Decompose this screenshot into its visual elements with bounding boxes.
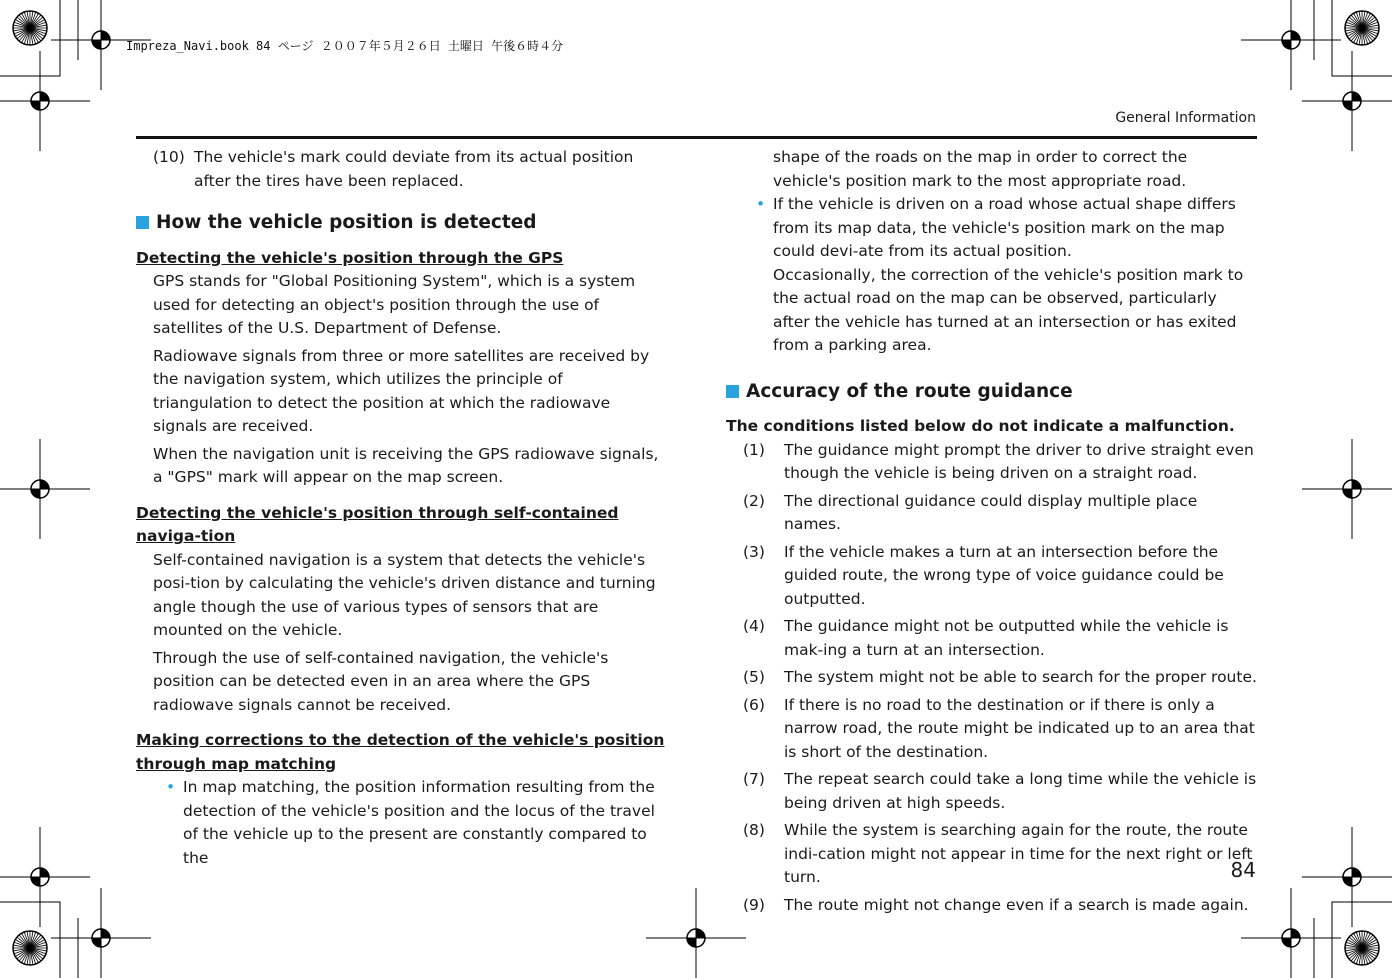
- item-text: The system might not be able to search for the proper route.: [784, 668, 1257, 686]
- item-number: (4): [743, 617, 765, 635]
- item-number: (10): [153, 148, 185, 166]
- registration-mark: [1241, 0, 1341, 90]
- paragraph: Radiowave signals from three or more satellites are received by the navigation system, which utilizes the principle of triangulation to detect the position at which the radiowave signals are received.: [153, 346, 650, 435]
- bullet-icon: •: [756, 195, 766, 213]
- page-number: 84: [1230, 858, 1256, 882]
- registration-mark: [1302, 439, 1392, 539]
- item-number: (8): [743, 821, 765, 839]
- item-number: (5): [743, 668, 765, 686]
- list-item: [726, 490, 1258, 537]
- conditions-heading: The conditions listed below do not indicate a malfunction.: [726, 417, 1235, 435]
- subheading-map-matching: Making corrections to the detection of the vehicle's position through map matching: [136, 731, 665, 773]
- bullet-icon: •: [166, 778, 176, 796]
- item-text: While the system is searching again for the route, the route indi-cation might not appear in time for the next right or left turn.: [784, 821, 1253, 886]
- list-item: [726, 768, 1258, 815]
- bullet-item: [726, 193, 1258, 264]
- section-heading: [726, 380, 1258, 404]
- list-item: [726, 694, 1258, 765]
- square-bullet-icon: [726, 385, 739, 398]
- starburst-mark-tr: [1345, 11, 1379, 45]
- numbered-list: [726, 439, 1258, 918]
- item-number: (7): [743, 770, 765, 788]
- starburst-mark-bl: [13, 931, 47, 965]
- bullet-text: If the vehicle is driven on a road whose actual shape differs from its map data, the vehicle's position mark on the map could devi-ate from its actual position.: [773, 195, 1236, 260]
- list-item: [726, 439, 1258, 486]
- item-text: The guidance might prompt the driver to drive straight even though the vehicle is being driven on a straight road.: [784, 440, 1254, 482]
- section-heading: [136, 211, 666, 235]
- heading-text: Accuracy of the route guidance: [746, 380, 1073, 402]
- registration-mark: [1302, 827, 1392, 927]
- header-rule: [136, 136, 1257, 139]
- item-text: If there is no road to the destination or if there is only a narrow road, the route might be indicated up to an area that is short of the destination.: [784, 695, 1255, 761]
- starburst-mark-br: [1345, 931, 1379, 965]
- paragraph: When the navigation unit is receiving the GPS radiowave signals, a "GPS" mark will appear on the map screen.: [153, 444, 659, 486]
- left-column: [136, 146, 666, 870]
- heading-text: How the vehicle position is detected: [156, 212, 537, 233]
- right-column: [726, 146, 1258, 921]
- list-item: [726, 894, 1258, 918]
- bullet-text: In map matching, the position information resulting from the detection of the vehicle's position and the locus of the travel of the vehicle up to the present are constantly compared to the: [183, 778, 655, 867]
- bullet-item: [136, 776, 666, 870]
- section-title: General Information: [1115, 110, 1256, 126]
- registration-mark: [1302, 51, 1392, 151]
- continued-text: Occasionally, the correction of the vehicle's position mark to the actual road on the map can be observed, particularly after the vehicle has turned at an intersection or has exited from a parking area.: [773, 265, 1244, 354]
- list-item: [726, 666, 1258, 690]
- subheading-self-contained: Detecting the vehicle's position through self-contained naviga-tion: [136, 503, 619, 545]
- list-item: [726, 615, 1258, 662]
- paragraph: Self-contained navigation is a system that detects the vehicle's posi-tion by calculating the vehicle's driven distance and turning angle though the use of various types of sensors that are mounted on the vehicle.: [153, 550, 656, 639]
- item-text: The route might not change even if a search is made again.: [784, 895, 1249, 914]
- starburst-mark-tl: [13, 11, 47, 45]
- item-text: The vehicle's mark could deviate from its actual position after the tires have been replaced.: [194, 148, 634, 190]
- item-text: If the vehicle makes a turn at an intersection before the guided route, the wrong type of voice guidance could be outputted.: [784, 542, 1224, 608]
- continued-text: shape of the roads on the map in order to correct the vehicle's position mark to the most appropriate road.: [773, 148, 1188, 190]
- square-bullet-icon: [136, 216, 149, 229]
- item-text: The repeat search could take a long time while the vehicle is being driven at high speeds.: [784, 770, 1257, 812]
- item-text: The directional guidance could display multiple place names.: [784, 491, 1198, 533]
- registration-mark: [0, 827, 90, 927]
- item-number: (9): [743, 895, 765, 914]
- item-text: The guidance might not be outputted while the vehicle is mak-ing a turn at an intersection.: [784, 617, 1229, 659]
- list-item: [726, 541, 1258, 612]
- item-number: (2): [743, 491, 765, 510]
- paragraph: GPS stands for "Global Positioning System", which is a system used for detecting an object's position through the use of satellites of the U.S. Department of Defense.: [153, 272, 636, 337]
- registration-mark: [0, 439, 90, 539]
- list-item: [726, 819, 1258, 890]
- item-number: (3): [743, 542, 765, 561]
- item-number: (6): [743, 695, 765, 714]
- paragraph: Through the use of self-contained navigation, the vehicle's position can be detected even in an area where the GPS radiowave signals cannot be received.: [153, 648, 609, 714]
- list-item: [136, 146, 666, 193]
- registration-mark: [0, 51, 90, 151]
- file-stamp: Impreza_Navi.book 84 ページ ２００７年５月２６日 土曜日 午後６時４分: [126, 39, 564, 53]
- item-number: (1): [743, 440, 765, 459]
- subheading-gps: Detecting the vehicle's position through the GPS: [136, 248, 564, 267]
- registration-mark: [51, 888, 151, 978]
